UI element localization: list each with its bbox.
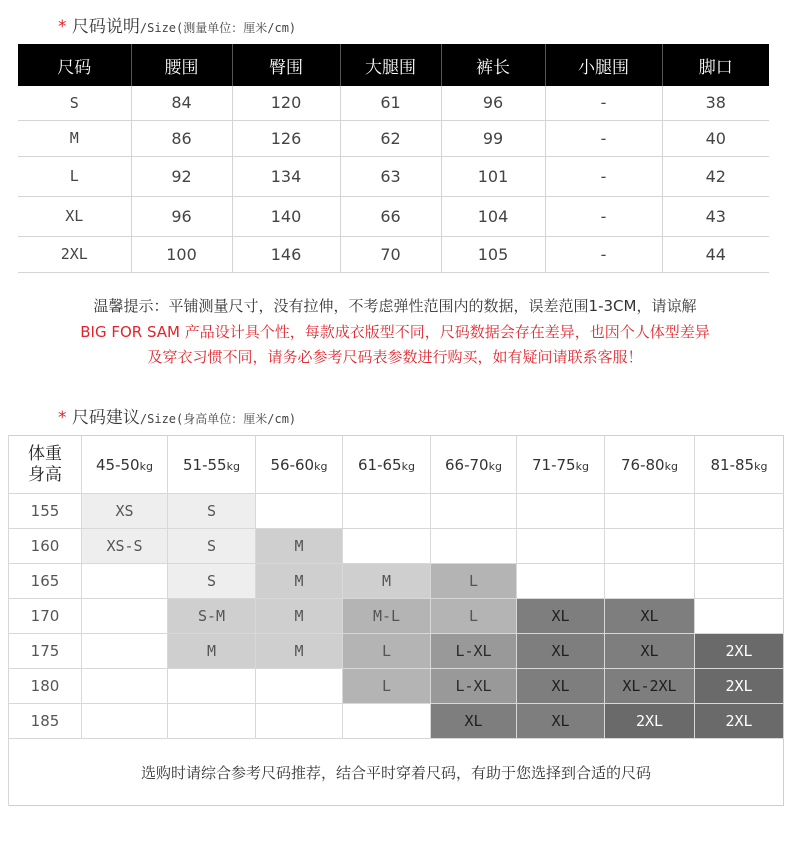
recommended-size-cell: M bbox=[256, 564, 343, 599]
weight-range: 51-55 bbox=[183, 455, 227, 474]
empty-cell bbox=[168, 669, 256, 704]
recommended-size-cell: S bbox=[168, 529, 256, 564]
size-table bbox=[18, 44, 769, 273]
recommended-size-cell: XL bbox=[431, 704, 517, 739]
size-value-cell: 92 bbox=[131, 156, 232, 196]
recommended-size-cell: S bbox=[168, 494, 256, 529]
recommended-size-cell: 2XL bbox=[695, 634, 784, 669]
weight-header-cell bbox=[256, 436, 343, 494]
recommended-size-cell: M-L bbox=[343, 599, 431, 634]
size-value-cell: 61 bbox=[340, 86, 441, 120]
size-value-cell: - bbox=[545, 120, 662, 156]
height-label-cell: 180 bbox=[9, 669, 82, 704]
brand-notice-line2: 及穿衣习惯不同，请务必参考尺码表参数进行购买，如有疑问请联系客服！ bbox=[147, 348, 643, 366]
weight-header-row bbox=[9, 436, 784, 494]
size-table-header-row bbox=[18, 44, 769, 86]
weight-unit: kg bbox=[314, 459, 328, 473]
recommended-size-cell: M bbox=[256, 599, 343, 634]
header-length: 裤长 bbox=[441, 44, 545, 86]
size-value-cell: 38 bbox=[662, 86, 769, 120]
height-row bbox=[9, 494, 784, 529]
empty-cell bbox=[343, 529, 431, 564]
empty-cell bbox=[256, 704, 343, 739]
size-recommend-title: 尺码建议 bbox=[71, 408, 140, 428]
weight-header-cell bbox=[517, 436, 605, 494]
size-value-cell: 86 bbox=[131, 120, 232, 156]
size-value-cell: 99 bbox=[441, 120, 545, 156]
recommended-size-cell: XL bbox=[605, 634, 695, 669]
size-label-cell: S bbox=[18, 86, 131, 120]
weight-range: 56-60 bbox=[270, 455, 315, 474]
size-value-cell: 70 bbox=[340, 236, 441, 272]
recommended-size-cell: XL bbox=[517, 669, 605, 704]
weight-header-cell bbox=[695, 436, 784, 494]
empty-cell bbox=[82, 704, 168, 739]
size-value-cell: 100 bbox=[131, 236, 232, 272]
size-row bbox=[18, 86, 769, 120]
size-label-cell: 2XL bbox=[18, 236, 131, 272]
recommended-size-cell: XL bbox=[517, 634, 605, 669]
height-row bbox=[9, 704, 784, 739]
empty-cell bbox=[343, 494, 431, 529]
empty-cell bbox=[256, 669, 343, 704]
empty-cell bbox=[82, 669, 168, 704]
weight-header-cell bbox=[605, 436, 695, 494]
size-recommend-subtitle: /Size(身高单位：厘米/cm) bbox=[139, 412, 297, 426]
header-hip: 臀围 bbox=[232, 44, 340, 86]
weight-range: 76-80 bbox=[621, 455, 665, 474]
empty-cell bbox=[82, 599, 168, 634]
brand-notice-line1: BIG FOR SAM 产品设计具个性，每款成衣版型不同，尺码数据会存在差异，也因个人体型差异 bbox=[80, 323, 710, 341]
size-value-cell: 104 bbox=[441, 196, 545, 236]
empty-cell bbox=[343, 704, 431, 739]
size-value-cell: 43 bbox=[662, 196, 769, 236]
weight-range: 66-70 bbox=[445, 455, 489, 474]
empty-cell bbox=[431, 494, 517, 529]
empty-cell bbox=[431, 529, 517, 564]
height-label-cell: 185 bbox=[9, 704, 82, 739]
size-value-cell: 105 bbox=[441, 236, 545, 272]
size-row bbox=[18, 196, 769, 236]
header-thigh: 大腿围 bbox=[340, 44, 441, 86]
weight-unit: kg bbox=[575, 459, 589, 473]
size-row bbox=[18, 120, 769, 156]
recommended-size-cell: M bbox=[168, 634, 256, 669]
size-value-cell: - bbox=[545, 86, 662, 120]
recommended-size-cell: L bbox=[431, 599, 517, 634]
header-size: 尺码 bbox=[18, 44, 131, 86]
empty-cell bbox=[517, 494, 605, 529]
size-value-cell: 146 bbox=[232, 236, 340, 272]
recommended-size-cell: L-XL bbox=[431, 634, 517, 669]
size-chart-title: 尺码说明 bbox=[71, 17, 140, 37]
recommended-size-cell: S-M bbox=[168, 599, 256, 634]
height-label-cell: 170 bbox=[9, 599, 82, 634]
size-value-cell: 40 bbox=[662, 120, 769, 156]
size-value-cell: - bbox=[545, 236, 662, 272]
size-value-cell: 96 bbox=[441, 86, 545, 120]
size-label-cell: L bbox=[18, 156, 131, 196]
empty-cell bbox=[605, 564, 695, 599]
recommend-footer-note: 选购时请综合参考尺码推荐，结合平时穿着尺码，有助于您选择到合适的尺码 bbox=[9, 739, 784, 806]
weight-header-cell bbox=[431, 436, 517, 494]
height-label-cell: 165 bbox=[9, 564, 82, 599]
size-value-cell: - bbox=[545, 156, 662, 196]
size-recommend-table bbox=[8, 435, 784, 806]
recommended-size-cell: XL-2XL bbox=[605, 669, 695, 704]
height-row bbox=[9, 599, 784, 634]
recommended-size-cell: M bbox=[256, 529, 343, 564]
size-row bbox=[18, 236, 769, 272]
recommended-size-cell: L bbox=[431, 564, 517, 599]
empty-cell bbox=[695, 564, 784, 599]
header-hem: 脚口 bbox=[662, 44, 769, 86]
corner-cell bbox=[9, 436, 82, 494]
size-label-cell: XL bbox=[18, 196, 131, 236]
weight-header-cell bbox=[168, 436, 256, 494]
weight-range: 81-85 bbox=[710, 455, 755, 474]
recommended-size-cell: L bbox=[343, 634, 431, 669]
empty-cell bbox=[168, 704, 256, 739]
recommended-size-cell: XL bbox=[605, 599, 695, 634]
weight-range: 61-65 bbox=[358, 455, 402, 474]
weight-unit: kg bbox=[664, 459, 678, 473]
recommended-size-cell: 2XL bbox=[695, 669, 784, 704]
height-axis-label: 身高 bbox=[28, 464, 62, 485]
height-row bbox=[9, 669, 784, 704]
size-value-cell: - bbox=[545, 196, 662, 236]
recommended-size-cell: L bbox=[343, 669, 431, 704]
weight-header-cell bbox=[82, 436, 168, 494]
size-chart-section-title bbox=[58, 12, 296, 37]
size-value-cell: 42 bbox=[662, 156, 769, 196]
tip-notice: 温馨提示：平铺测量尺寸，没有拉伸，不考虑弹性范围内的数据，误差范围1-3CM，请谅解 bbox=[93, 297, 697, 315]
size-value-cell: 84 bbox=[131, 86, 232, 120]
height-row bbox=[9, 634, 784, 669]
recommended-size-cell: M bbox=[256, 634, 343, 669]
size-label-cell: M bbox=[18, 120, 131, 156]
weight-range: 71-75 bbox=[532, 455, 576, 474]
header-waist: 腰围 bbox=[131, 44, 232, 86]
weight-unit: kg bbox=[488, 459, 502, 473]
size-value-cell: 44 bbox=[662, 236, 769, 272]
star-mark: * bbox=[58, 17, 67, 37]
size-chart-subtitle: /Size(测量单位：厘米/cm) bbox=[139, 21, 297, 35]
weight-header-cell bbox=[343, 436, 431, 494]
size-value-cell: 66 bbox=[340, 196, 441, 236]
size-value-cell: 120 bbox=[232, 86, 340, 120]
empty-cell bbox=[82, 564, 168, 599]
weight-range: 45-50 bbox=[96, 455, 140, 474]
size-value-cell: 134 bbox=[232, 156, 340, 196]
recommended-size-cell: XS bbox=[82, 494, 168, 529]
height-row bbox=[9, 564, 784, 599]
weight-unit: kg bbox=[401, 459, 415, 473]
weight-axis-label: 体重 bbox=[28, 443, 62, 464]
height-label-cell: 175 bbox=[9, 634, 82, 669]
recommended-size-cell: 2XL bbox=[605, 704, 695, 739]
empty-cell bbox=[695, 599, 784, 634]
recommended-size-cell: M bbox=[343, 564, 431, 599]
recommended-size-cell: L-XL bbox=[431, 669, 517, 704]
recommended-size-cell: XL bbox=[517, 704, 605, 739]
empty-cell bbox=[517, 529, 605, 564]
height-label-cell: 160 bbox=[9, 529, 82, 564]
footer-row bbox=[9, 739, 784, 806]
header-calf: 小腿围 bbox=[545, 44, 662, 86]
size-value-cell: 62 bbox=[340, 120, 441, 156]
empty-cell bbox=[695, 529, 784, 564]
star-mark: * bbox=[58, 408, 67, 428]
recommended-size-cell: 2XL bbox=[695, 704, 784, 739]
height-row bbox=[9, 529, 784, 564]
height-label-cell: 155 bbox=[9, 494, 82, 529]
size-value-cell: 126 bbox=[232, 120, 340, 156]
recommended-size-cell: XL bbox=[517, 599, 605, 634]
size-value-cell: 63 bbox=[340, 156, 441, 196]
size-value-cell: 140 bbox=[232, 196, 340, 236]
recommended-size-cell: S bbox=[168, 564, 256, 599]
empty-cell bbox=[517, 564, 605, 599]
weight-unit: kg bbox=[226, 459, 240, 473]
empty-cell bbox=[695, 494, 784, 529]
size-value-cell: 96 bbox=[131, 196, 232, 236]
size-recommend-section-title bbox=[58, 403, 296, 428]
size-row bbox=[18, 156, 769, 196]
recommended-size-cell: XS-S bbox=[82, 529, 168, 564]
weight-unit: kg bbox=[139, 459, 153, 473]
empty-cell bbox=[256, 494, 343, 529]
empty-cell bbox=[605, 494, 695, 529]
empty-cell bbox=[82, 634, 168, 669]
empty-cell bbox=[605, 529, 695, 564]
size-value-cell: 101 bbox=[441, 156, 545, 196]
weight-unit: kg bbox=[754, 459, 768, 473]
